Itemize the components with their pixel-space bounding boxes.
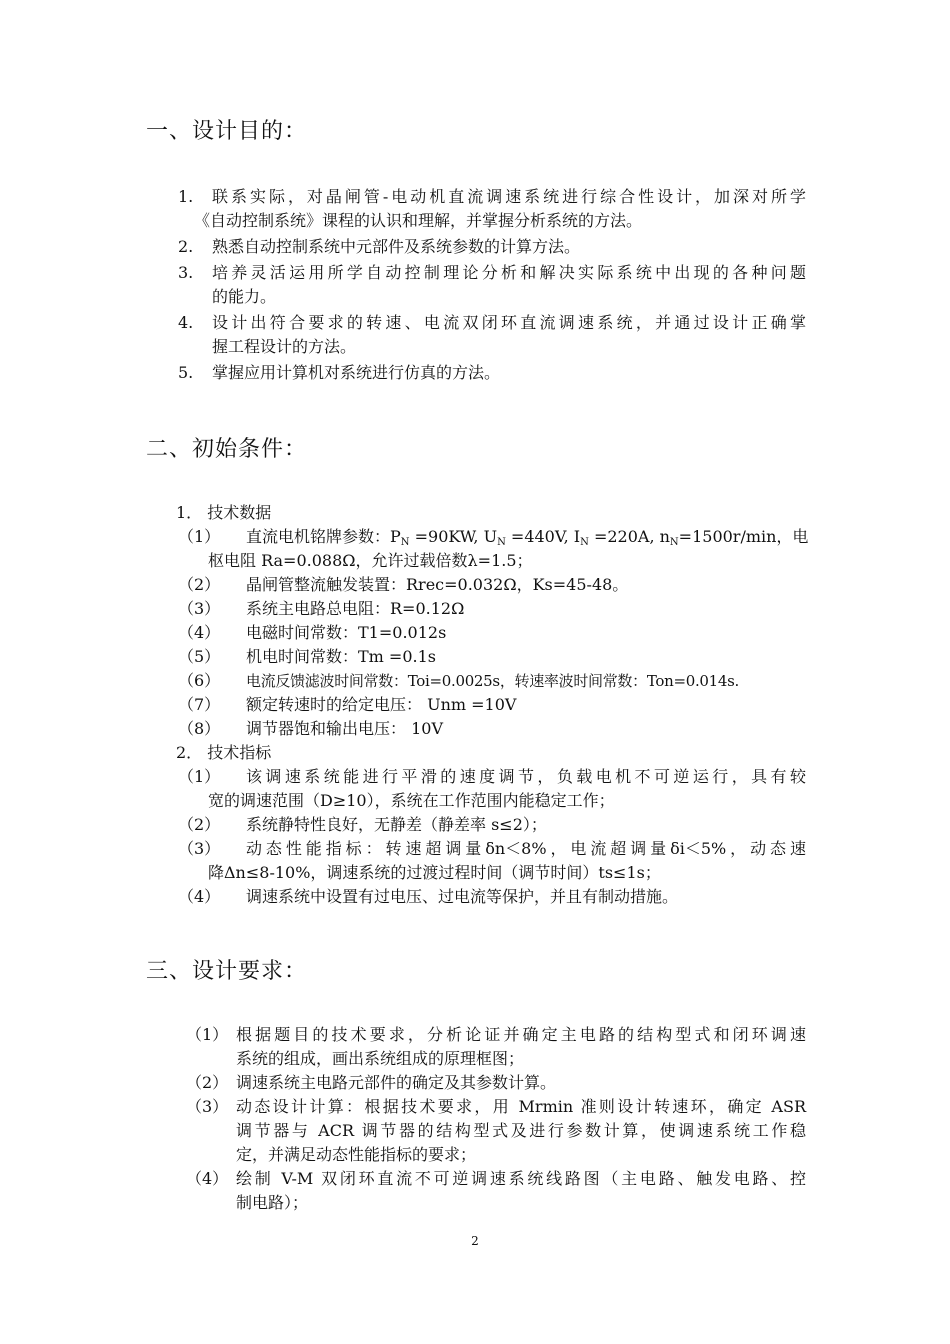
- requirement-item-number: （4）: [186, 1169, 229, 1188]
- requirement-item-number: （2）: [186, 1073, 229, 1092]
- index-item-number: （4）: [178, 887, 221, 906]
- index-item-text: 调速系统中设置有过电压、过电流等保护，并且有制动措施。: [246, 887, 679, 906]
- data-item-number: （8）: [178, 719, 221, 738]
- list-item-text: 掌握应用计算机对系统进行仿真的方法。: [212, 363, 501, 382]
- requirement-item-text: 根据题目的技术要求，分析论证并确定主电路的结构型式和闭环调速: [236, 1025, 806, 1044]
- data-item-text: 电磁时间常数：T1=0.012s: [246, 623, 447, 642]
- motor-armature-resistance: 枢电阻 Ra=0.088Ω，允许过载倍数λ=1.5；: [208, 551, 533, 570]
- requirement-item-text: 动态设计计算：根据技术要求，用 Mrmin 准则设计转速环，确定 ASR: [236, 1097, 806, 1116]
- requirement-item-text: 绘制 V-M 双闭环直流不可逆调速系统线路图（主电路、触发电路、控: [236, 1169, 806, 1188]
- data-item-number: （7）: [178, 695, 221, 714]
- list-item-number: 5.: [178, 363, 194, 382]
- requirement-item-text: 调速系统主电路元部件的确定及其参数计算。: [236, 1073, 557, 1092]
- section-heading-initial-conditions: 二、初始条件：: [146, 437, 308, 462]
- list-item-text: 的能力。: [212, 287, 277, 306]
- data-item-text: 系统主电路总电阻：R=0.12Ω: [246, 599, 465, 618]
- motor-nameplate-params: 直流电机铭牌参数：$P_N =90KW$, $U_N =440V$, $I_N =220A$, $n_N=1500r/\min$，电: [246, 527, 809, 548]
- section-heading-design-purpose: 一、设计目的：: [146, 119, 308, 144]
- list-item-number: 2.: [178, 237, 194, 256]
- page-number: 2: [471, 1234, 479, 1248]
- index-item-text: 动态性能指标：转速超调量δn＜8%，电流超调量δi＜5%，动态速: [246, 839, 806, 858]
- list-item-text: 握工程设计的方法。: [212, 337, 357, 356]
- list-item-text: 设计出符合要求的转速、电流双闭环直流调速系统，并通过设计正确掌: [212, 313, 806, 332]
- index-item-number: （2）: [178, 815, 221, 834]
- data-item-text: 晶闸管整流触发装置：Rrec=0.032Ω，Ks=45-48。: [246, 575, 629, 594]
- list-item-number: 3.: [178, 263, 194, 282]
- data-item-text: 电流反馈滤波时间常数：Toi=0.0025s，转速率波时间常数：Ton=0.014s.: [246, 672, 740, 690]
- list-item-text: 培养灵活运用所学自动控制理论分析和解决实际系统中出现的各种问题: [212, 263, 806, 282]
- data-item-number: （2）: [178, 575, 221, 594]
- requirement-item-text: 调节器与 ACR 调节器的结构型式及进行参数计算，使调速系统工作稳: [236, 1121, 806, 1140]
- data-item-number: （1）: [178, 527, 221, 546]
- list-item-text: 联系实际，对晶闸管-电动机直流调速系统进行综合性设计，加深对所学: [212, 187, 806, 206]
- list-item-text: 熟悉自动控制系统中元部件及系统参数的计算方法。: [212, 237, 581, 256]
- subsection-title-tech-data: 1． 技术数据: [176, 503, 272, 522]
- requirement-item-text: 系统的组成，画出系统组成的原理框图；: [236, 1049, 525, 1068]
- data-item-number: （6）: [178, 671, 221, 690]
- data-item-number: （3）: [178, 599, 221, 618]
- list-item-text: 《自动控制系统》课程的认识和理解，并掌握分析系统的方法。: [194, 211, 643, 230]
- subsection-title-tech-index: 2． 技术指标: [176, 743, 272, 762]
- requirement-item-text: 定，并满足动态性能指标的要求；: [236, 1145, 477, 1164]
- requirement-item-text: 制电路）；: [236, 1193, 309, 1212]
- requirement-item-number: （3）: [186, 1097, 229, 1116]
- index-item-text: 降Δn≤8-10%，调速系统的过渡过程时间（调节时间）ts≤1s；: [208, 863, 661, 882]
- data-item-text: 机电时间常数：Tm =0.1s: [246, 647, 436, 666]
- data-item-text: 调节器饱和输出电压： 10V: [246, 719, 444, 738]
- list-item-number: 4.: [178, 313, 194, 332]
- section-heading-design-requirements: 三、设计要求：: [146, 959, 308, 984]
- index-item-text: 系统静特性良好，无静差（静差率 s≤2）；: [246, 815, 547, 834]
- data-item-number: （5）: [178, 647, 221, 666]
- list-item-number: 1.: [178, 187, 194, 206]
- data-item-text: 额定转速时的给定电压： Unm =10V: [246, 695, 517, 714]
- index-item-text: 宽的调速范围（D≥10），系统在工作范围内能稳定工作；: [208, 791, 615, 810]
- index-item-text: 该调速系统能进行平滑的速度调节，负载电机不可逆运行，具有较: [246, 767, 806, 786]
- data-item-number: （4）: [178, 623, 221, 642]
- index-item-number: （1）: [178, 767, 221, 786]
- requirement-item-number: （1）: [186, 1025, 229, 1044]
- index-item-number: （3）: [178, 839, 221, 858]
